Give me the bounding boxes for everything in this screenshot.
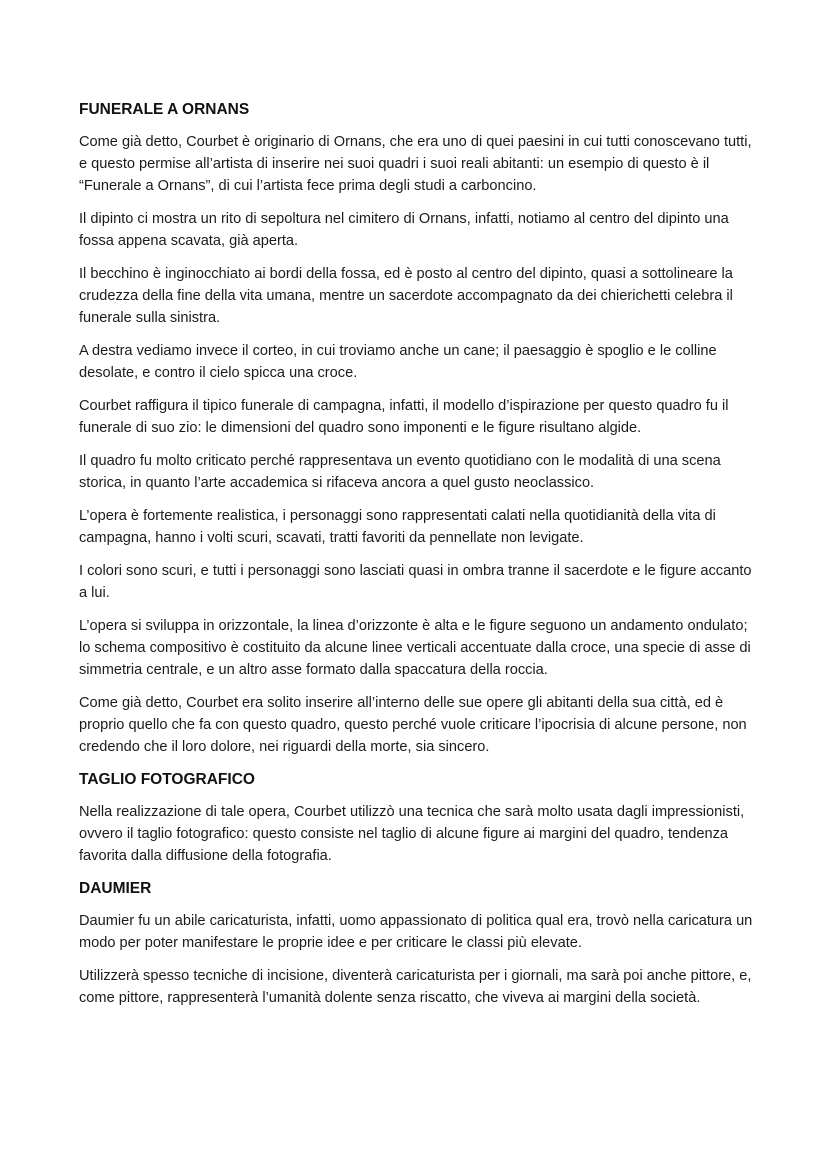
paragraph: Il quadro fu molto criticato perché rappresentava un evento quotidiano con le modalità di una scena storica, in quanto l’arte accademica si rifaceva ancora a quel gusto neoclassico. (79, 453, 721, 491)
section-heading: DAUMIER (79, 880, 152, 897)
paragraph: Daumier fu un abile caricaturista, infatti, uomo appassionato di politica qual era, trovò nella caricatura un modo per poter manifestare le proprie idee e per criticare le classi più elevate. (79, 913, 753, 951)
section-taglio-fotografico (79, 769, 755, 867)
paragraph: Il dipinto ci mostra un rito di sepoltura nel cimitero di Ornans, infatti, notiamo al centro del dipinto una fossa appena scavata, già aperta. (79, 211, 729, 249)
paragraph: A destra vediamo invece il corteo, in cui troviamo anche un cane; il paesaggio è spoglio e le colline desolate, e contro il cielo spicca una croce. (79, 343, 717, 381)
paragraph: I colori sono scuri, e tutti i personaggi sono lasciati quasi in ombra tranne il sacerdote e le figure accanto a lui. (79, 563, 752, 601)
paragraph: L’opera si sviluppa in orizzontale, la linea d’orizzonte è alta e le figure seguono un andamento ondulato; lo schema compositivo è costituito da alcune linee verticali accentuate dalla croce, una specie di asse di simmetria centrale, e un altro asse formato dalla spaccatura della roccia. (79, 618, 751, 678)
paragraph: Courbet raffigura il tipico funerale di campagna, infatti, il modello d’ispirazione per questo quadro fu il funerale di suo zio: le dimensioni del quadro sono imponenti e le figure risultano algide. (79, 398, 729, 436)
paragraph: L’opera è fortemente realistica, i personaggi sono rappresentati calati nella quotidianità della vita di campagna, hanno i volti scuri, scavati, tratti favoriti da pennellate non levigate. (79, 508, 716, 546)
paragraph: Il becchino è inginocchiato ai bordi della fossa, ed è posto al centro del dipinto, quasi a sottolineare la crudezza della fine della vita umana, mentre un sacerdote accompagnato da dei chierichetti celebra il funerale sulla sinistra. (79, 266, 733, 326)
paragraph: Utilizzerà spesso tecniche di incisione, diventerà caricaturista per i giornali, ma sarà poi anche pittore, e, come pittore, rappresenterà l’umanità dolente senza riscatto, che viveva ai margini della società. (79, 968, 752, 1006)
paragraph: Come già detto, Courbet era solito inserire all’interno delle sue opere gli abitanti della sua città, ed è proprio quello che fa con questo quadro, questo perché vuole criticare l’ipocrisia di alcune persone, non credendo che il loro dolore, nei riguardi della morte, sia sincero. (79, 695, 747, 755)
paragraph: Nella realizzazione di tale opera, Courbet utilizzò una tecnica che sarà molto usata dagli impressionisti, ovvero il taglio fotografico: questo consiste nel taglio di alcune figure ai margini del quadro, tendenza favorita dalla diffusione della fotografia. (79, 804, 745, 864)
paragraph: Come già detto, Courbet è originario di Ornans, che era uno di quei paesini in cui tutti conoscevano tutti, e questo permise all’artista di inserire nei suoi quadri i suoi reali abitanti: un esempio di questo è il “Funerale a Ornans”, di cui l’artista fece prima degli studi a carboncino. (79, 134, 752, 194)
section-daumier (79, 878, 755, 1009)
section-heading: TAGLIO FOTOGRAFICO (79, 771, 255, 788)
document-page (79, 99, 755, 1020)
section-funerale-a-ornans (79, 99, 755, 758)
section-heading: FUNERALE A ORNANS (79, 101, 250, 118)
